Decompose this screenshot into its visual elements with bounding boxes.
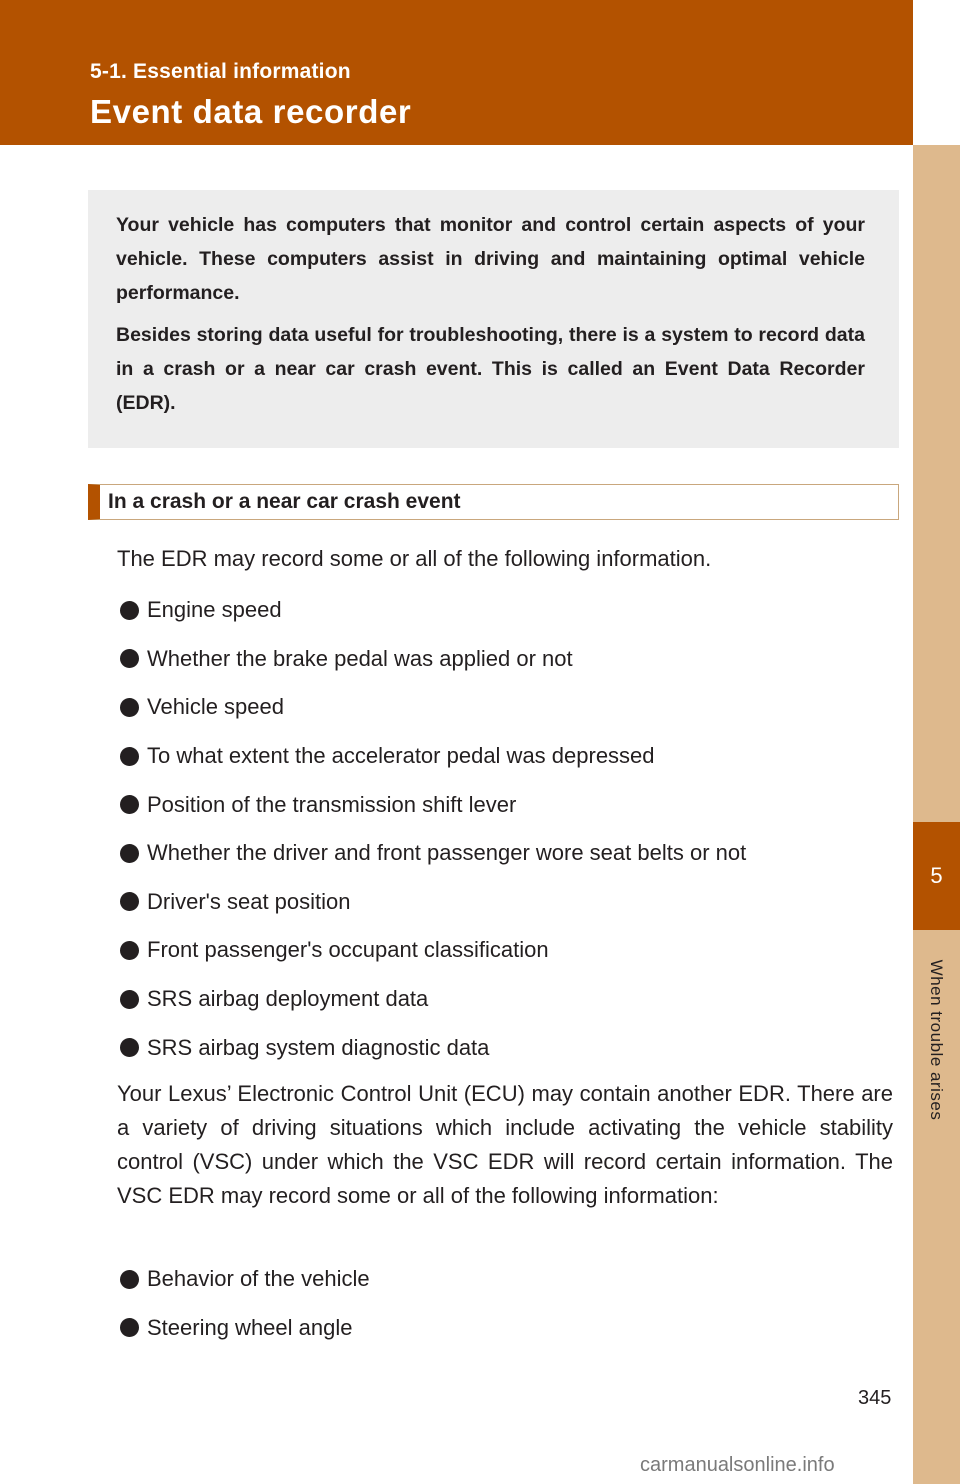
list-item	[117, 926, 893, 975]
list-item-text: Whether the driver and front passenger wore seat belts or not	[147, 840, 747, 866]
list-item	[117, 780, 893, 829]
section-heading-text: In a crash or a near car crash event	[108, 490, 461, 513]
bullet-dot-icon	[120, 601, 139, 620]
list-item-text: Vehicle speed	[147, 694, 284, 720]
list-item	[117, 1304, 893, 1353]
intro-paragraph: Besides storing data useful for troubleshooting, there is a system to record data in a crash or a near car crash event. This is called an Event Data Recorder (EDR).	[116, 324, 865, 414]
list-item	[117, 975, 893, 1024]
section-intro-line: The EDR may record some or all of the following information.	[117, 546, 712, 571]
list-item-text: SRS airbag deployment data	[147, 986, 429, 1012]
list-item	[117, 635, 893, 684]
chapter-title: When trouble arises	[927, 959, 946, 1121]
intro-box	[88, 190, 899, 448]
bullet-dot-icon	[120, 892, 139, 911]
bullet-dot-icon	[120, 698, 139, 717]
list-item	[117, 1023, 893, 1072]
list-item-text: Front passenger's occupant classification	[147, 937, 549, 963]
bullet-dot-icon	[120, 990, 139, 1009]
intro-paragraph: Your vehicle has computers that monitor and control certain aspects of your vehicle. These computers assist in driving and maintaining optimal vehicle performance.	[116, 214, 865, 304]
bullet-dot-icon	[120, 941, 139, 960]
list-item	[117, 1255, 893, 1304]
section-label: 5-1. Essential information	[90, 60, 351, 83]
list-item	[117, 878, 893, 927]
page-number: 345	[858, 1387, 892, 1409]
list-item	[117, 732, 893, 781]
chapter-number: 5	[930, 863, 943, 888]
list-item-text: Whether the brake pedal was applied or not	[147, 645, 573, 671]
watermark: carmanualsonline.info	[640, 1454, 835, 1476]
header-band	[0, 0, 913, 145]
list-item-text: Engine speed	[147, 597, 282, 623]
section-heading	[88, 484, 899, 520]
list-item-text: Position of the transmission shift lever	[147, 791, 517, 817]
side-strip	[913, 145, 960, 1484]
list-item	[117, 683, 893, 732]
list-item	[117, 586, 893, 635]
bullet-dot-icon	[120, 747, 139, 766]
list-item-text: Behavior of the vehicle	[147, 1266, 370, 1292]
ecu-paragraph: Your Lexus’ Electronic Control Unit (ECU) may contain another EDR. There are a variety of driving situations which include activating the vehicle stability control (VSC) under which the VSC EDR will record certain information. The VSC EDR may record some or all of the following information:	[117, 1081, 893, 1208]
bullet-dot-icon	[120, 1038, 139, 1057]
vsc-data-list	[117, 1255, 893, 1352]
bullet-dot-icon	[120, 844, 139, 863]
list-item-text: To what extent the accelerator pedal was depressed	[147, 743, 655, 769]
bullet-dot-icon	[120, 1318, 139, 1337]
bullet-dot-icon	[120, 649, 139, 668]
list-item-text: Driver's seat position	[147, 888, 351, 914]
list-item-text: SRS airbag system diagnostic data	[147, 1034, 490, 1060]
list-item	[117, 829, 893, 878]
list-item-text: Steering wheel angle	[147, 1314, 353, 1340]
bullet-dot-icon	[120, 1270, 139, 1289]
page-title: Event data recorder	[90, 93, 412, 130]
edr-data-list	[117, 586, 893, 1072]
chapter-tab[interactable]	[913, 822, 960, 930]
bullet-dot-icon	[120, 795, 139, 814]
